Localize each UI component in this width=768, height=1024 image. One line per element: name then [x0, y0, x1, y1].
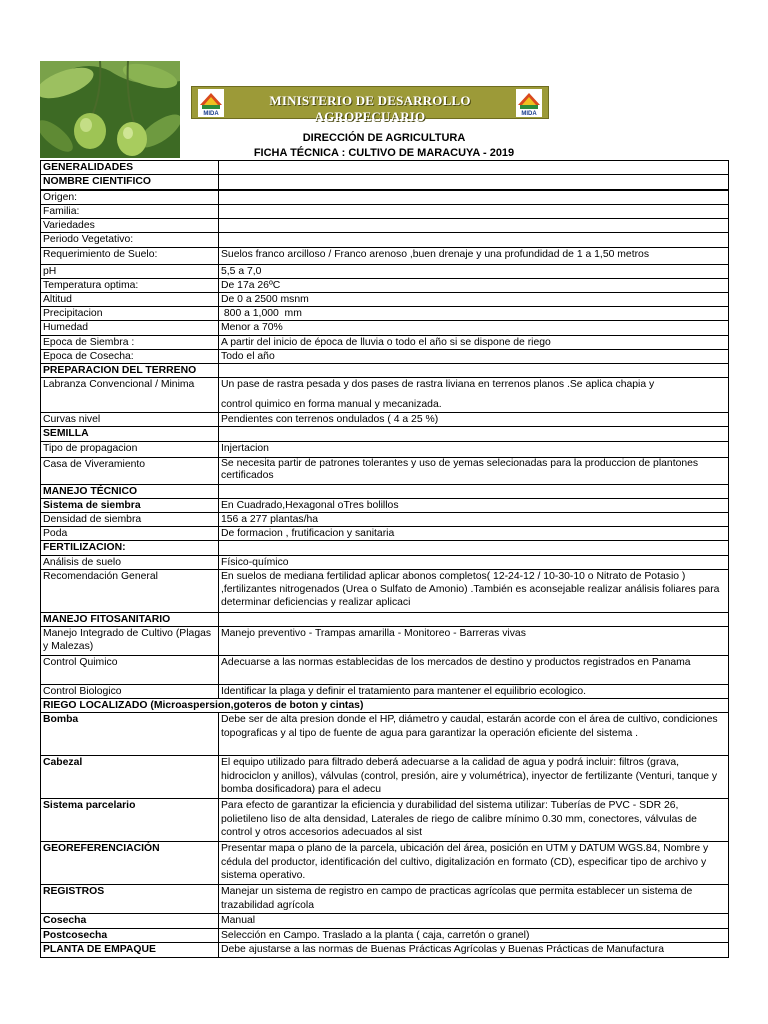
table-row — [41, 541, 729, 555]
table-row — [41, 190, 729, 205]
table-row — [41, 161, 729, 175]
table-row — [41, 264, 729, 278]
row-value: El equipo utilizado para filtrado deberá adecuarse a la calidad de agua y podrá incluir: filtros (grava, hidrociclon y anillos), válvulas (control, presión, aire y volumétrica), inyector de fertilizante (Venturi, tanque y bomba dosificadora) para el adecu — [219, 756, 729, 799]
row-value — [219, 190, 729, 205]
table-row — [41, 756, 729, 799]
row-value — [219, 233, 729, 247]
table-row — [41, 569, 729, 612]
row-label: REGISTROS — [41, 885, 219, 914]
section-label: FERTILIZACION: — [41, 541, 219, 555]
row-value — [219, 541, 729, 555]
table-row — [41, 378, 729, 413]
row-label: Variedades — [41, 219, 219, 233]
row-value — [219, 204, 729, 218]
table-row — [41, 413, 729, 427]
row-label: Análisis de suelo — [41, 555, 219, 569]
department-title: DIRECCIÓN DE AGRICULTURA — [302, 132, 466, 144]
section-label: MANEJO FITOSANITARIO — [41, 612, 219, 626]
table-row — [41, 175, 729, 190]
row-value — [219, 219, 729, 233]
row-label: Altitud — [41, 292, 219, 306]
row-value: De 0 a 2500 msnm — [219, 292, 729, 306]
table-row — [41, 233, 729, 247]
table-row — [41, 527, 729, 541]
table-row — [41, 247, 729, 264]
row-label: pH — [41, 264, 219, 278]
table-row — [41, 484, 729, 498]
table-row — [41, 928, 729, 942]
table-row — [41, 307, 729, 321]
row-value: Para efecto de garantizar la eficiencia y durabilidad del sistema utilizar: Tuberías de PVC - SDR 26, polietileno liso de alta densidad, Laterales de riego de calibre mínimo 0.30 mm, conectores, válvulas de control y otros accesorios adecuados al sist — [219, 799, 729, 842]
table-row — [41, 335, 729, 349]
row-value: Menor a 70% — [219, 321, 729, 335]
table-row — [41, 555, 729, 569]
row-label: Tipo de propagacion — [41, 441, 219, 457]
table-row — [41, 219, 729, 233]
row-value: Selección en Campo. Traslado a la planta ( caja, carretón o granel) — [219, 928, 729, 942]
row-label: Periodo Vegetativo: — [41, 233, 219, 247]
row-label: Postcosecha — [41, 928, 219, 942]
table-row — [41, 441, 729, 457]
table-row — [41, 498, 729, 512]
table-row — [41, 363, 729, 377]
section-label: Sistema de siembra — [41, 498, 219, 512]
section-label: NOMBRE CIENTIFICO — [41, 175, 219, 190]
row-value: Injertacion — [219, 441, 729, 457]
row-label: Cosecha — [41, 914, 219, 928]
row-value: Debe ajustarse a las normas de Buenas Prácticas Agrícolas y Buenas Prácticas de Manufactura — [219, 942, 729, 957]
row-label: Labranza Convencional / Minima — [41, 378, 219, 413]
table-row — [41, 512, 729, 526]
row-label: Requerimiento de Suelo: — [41, 247, 219, 264]
row-value: Identificar la plaga y definir el tratamiento para mantener el equilibrio ecologico. — [219, 684, 729, 698]
table-row — [41, 914, 729, 928]
row-label: GEOREFERENCIACIÓN — [41, 842, 219, 885]
table-row — [41, 699, 729, 713]
row-value — [219, 175, 729, 190]
row-label: Epoca de Cosecha: — [41, 349, 219, 363]
table-row — [41, 612, 729, 626]
table-row — [41, 713, 729, 756]
row-value: 800 a 1,000 mm — [219, 307, 729, 321]
row-value — [219, 484, 729, 498]
ministry-banner — [191, 86, 549, 124]
sheet-title: FICHA TÉCNICA : CULTIVO DE MARACUYA - 2019 — [253, 147, 515, 159]
table-row — [41, 885, 729, 914]
row-label: Manejo Integrado de Cultivo (Plagas y Malezas) — [41, 626, 219, 655]
section-label: PREPARACION DEL TERRENO — [41, 363, 219, 377]
row-value: Manejo preventivo - Trampas amarilla - Monitoreo - Barreras vivas — [219, 626, 729, 655]
row-value — [219, 612, 729, 626]
row-label: Familia: — [41, 204, 219, 218]
technical-sheet-table — [40, 160, 729, 958]
row-label: Bomba — [41, 713, 219, 756]
row-label: Recomendación General — [41, 569, 219, 612]
table-row — [41, 292, 729, 306]
banner-title: MINISTERIO DE DESARROLLO AGROPECUARIO — [269, 93, 471, 124]
row-label: Sistema parcelario — [41, 799, 219, 842]
table-row — [41, 684, 729, 698]
row-value: En suelos de mediana fertilidad aplicar abonos completos( 12-24-12 / 10-30-10 o Nitrato de Potasio ) ,fertilizantes nitrogenados (Urea o Sulfato de Amonio) .También es aconsejable realizar análisis foliares para determinar deficiencias y realizar aplicaci — [219, 569, 729, 612]
row-value: Manual — [219, 914, 729, 928]
section-label: GENERALIDADES — [41, 161, 219, 175]
row-label: Poda — [41, 527, 219, 541]
row-value: En Cuadrado,Hexagonal oTres bolillos — [219, 498, 729, 512]
table-row — [41, 278, 729, 292]
row-value: Suelos franco arcilloso / Franco arenoso ,buen drenaje y una profundidad de 1 a 1,50 metros — [219, 247, 729, 264]
row-label: Humedad — [41, 321, 219, 335]
row-label: Epoca de Siembra : — [41, 335, 219, 349]
row-label: Temperatura optima: — [41, 278, 219, 292]
row-value: Manejar un sistema de registro en campo de practicas agrícolas que permita establecer un sistema de trazabilidad agrícola — [219, 885, 729, 914]
row-value: Debe ser de alta presion donde el HP, diámetro y caudal, estarán acorde con el área de cultivo, condiciones topograficas y al tipo de fuente de agua para garantizar la operación eficiente del sistema . — [219, 713, 729, 756]
row-value: Adecuarse a las normas establecidas de los mercados de destino y productos registrados en Panama — [219, 655, 729, 684]
mida-logo — [516, 89, 542, 117]
svg-text:MIDA: MIDA — [521, 111, 537, 117]
table-row — [41, 842, 729, 885]
row-value: 156 a 277 plantas/ha — [219, 512, 729, 526]
row-value: Presentar mapa o plano de la parcela, ubicación del área, posición en UTM y DATUM WGS.84, Nombre y cédula del productor, identificación del cultivo, digitalización en formato (CD), especificar tipo de archivo y sistema operativo. — [219, 842, 729, 885]
svg-text:MIDA: MIDA — [203, 111, 219, 117]
table-row — [41, 349, 729, 363]
row-value-line: Un pase de rastra pesada y dos pases de rastra liviana en terrenos planos .Se aplica chapia y — [221, 379, 655, 391]
table-row — [41, 942, 729, 957]
row-value: A partir del inicio de época de lluvia o todo el año si se dispone de riego — [219, 335, 729, 349]
mida-logo — [198, 89, 224, 117]
row-value — [219, 363, 729, 377]
table-row — [41, 799, 729, 842]
table-row — [41, 457, 729, 484]
table-row — [41, 655, 729, 684]
table-row — [41, 427, 729, 441]
table-row — [41, 626, 729, 655]
row-label: Control Biologico — [41, 684, 219, 698]
row-label: Curvas nivel — [41, 413, 219, 427]
section-label: SEMILLA — [41, 427, 219, 441]
row-value: De formacion , frutificacion y sanitaria — [219, 527, 729, 541]
table-row — [41, 321, 729, 335]
row-value: Todo el año — [219, 349, 729, 363]
row-value — [219, 161, 729, 175]
row-value-line: control quimico en forma manual y mecanizada. — [221, 399, 442, 411]
row-label: Precipitacion — [41, 307, 219, 321]
row-label: Origen: — [41, 190, 219, 205]
row-label: Control Quimico — [41, 655, 219, 684]
row-label: PLANTA DE EMPAQUE — [41, 942, 219, 957]
section-label: RIEGO LOCALIZADO (Microaspersion,goteros de boton y cintas) — [41, 699, 729, 713]
row-value: 5,5 a 7,0 — [219, 264, 729, 278]
row-value — [219, 427, 729, 441]
section-label: MANEJO TÉCNICO — [41, 484, 219, 498]
row-value: Pendientes con terrenos ondulados ( 4 a 25 %) — [219, 413, 729, 427]
table-row — [41, 204, 729, 218]
row-label: Casa de Viveramiento — [41, 457, 219, 484]
row-label: Cabezal — [41, 756, 219, 799]
row-value: Se necesita partir de patrones tolerantes y uso de yemas selecionadas para la produccion de plantones certificados — [219, 457, 729, 484]
document-titles — [40, 131, 728, 161]
row-value — [219, 378, 729, 413]
row-value: Físico-químico — [219, 555, 729, 569]
row-value: De 17a 26ºC — [219, 278, 729, 292]
row-label: Densidad de siembra — [41, 512, 219, 526]
